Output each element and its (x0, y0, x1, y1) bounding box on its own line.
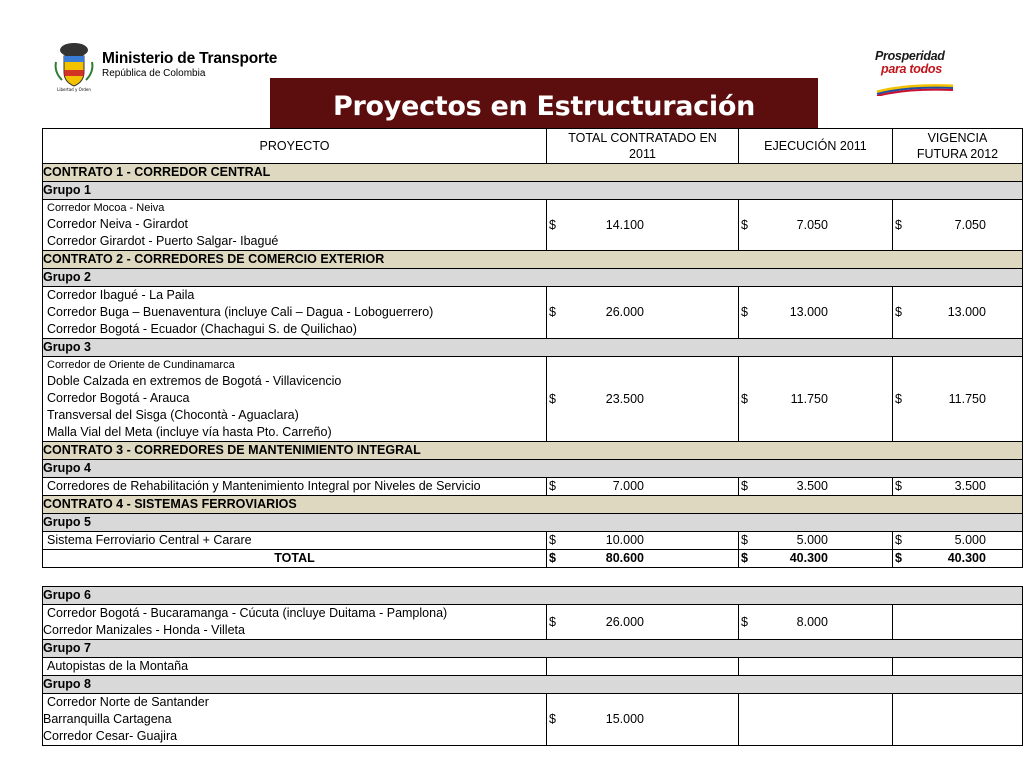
currency-sign: $ (549, 479, 556, 493)
col-vigencia-line2: FUTURA 2012 (916, 147, 999, 161)
ministry-subtitle: República de Colombia (102, 68, 206, 79)
vigencia-cell (892, 605, 1022, 640)
amount: 23.500 (605, 391, 644, 406)
project-cell (43, 658, 547, 676)
currency-sign: $ (894, 533, 902, 547)
total-cell (547, 658, 739, 676)
crest-caption: Libertad y Orden (57, 87, 91, 92)
currency-sign: $ (549, 305, 556, 319)
ejecucion-cell (739, 550, 893, 568)
amount: 8.000 (796, 614, 828, 629)
page-title: Proyectos en Estructuración (270, 78, 818, 128)
group-label: Grupo 2 (43, 269, 1023, 287)
project-name: Malla Vial del Meta (incluye vía hasta Pto. Carreño) (47, 425, 332, 439)
total-cell (547, 287, 739, 339)
total-cell (547, 550, 739, 568)
ejecucion-cell (739, 200, 893, 251)
project-cell (43, 532, 547, 550)
total-cell (547, 605, 739, 640)
group-row (43, 182, 1023, 200)
group-row (43, 676, 1023, 694)
vigencia-cell (892, 532, 1022, 550)
amount: 7.050 (954, 217, 986, 232)
group-label: Grupo 8 (43, 676, 1023, 694)
additional-projects-table (42, 586, 1023, 746)
prosperidad-line2: para todos (881, 62, 942, 76)
project-name: Barranquilla Cartagena (43, 712, 172, 726)
col-vigencia-line1: VIGENCIA (927, 131, 988, 145)
vigencia-cell (892, 694, 1022, 746)
project-name: Corredores de Rehabilitación y Mantenimiento Integral por Niveles de Servicio (47, 479, 481, 493)
project-name: Corredor Norte de Santander (47, 695, 209, 709)
total-row (43, 550, 1023, 568)
vigencia-cell (892, 550, 1022, 568)
amount: 10.000 (605, 533, 644, 547)
project-cell (43, 478, 547, 496)
currency-sign: $ (741, 533, 748, 547)
total-cell (547, 694, 739, 746)
project-cell (43, 605, 547, 640)
contract-label: CONTRATO 3 - CORREDORES DE MANTENIMIENTO INTEGRAL (43, 442, 1023, 460)
table-row (43, 658, 1023, 676)
project-name: Transversal del Sisga (Chocontà - Aguaclara) (47, 408, 299, 422)
project-name: Corredor de Oriente de Cundinamarca (47, 359, 235, 371)
currency-sign: $ (549, 391, 556, 406)
group-row (43, 640, 1023, 658)
group-label: Grupo 6 (43, 587, 1023, 605)
amount: 40.300 (947, 551, 986, 565)
currency-sign: $ (741, 614, 748, 629)
group-label: Grupo 1 (43, 182, 1023, 200)
currency-sign: $ (894, 305, 902, 319)
amount: 26.000 (605, 305, 644, 319)
ejecucion-cell (739, 532, 893, 550)
amount: 14.100 (605, 217, 644, 232)
currency-sign: $ (894, 217, 902, 232)
currency-sign: $ (741, 391, 748, 406)
table-row (43, 532, 1023, 550)
ministry-name: Ministerio de Transporte (102, 50, 278, 67)
total-cell (547, 532, 739, 550)
col-proyecto: PROYECTO (43, 129, 547, 164)
vigencia-cell (892, 200, 1022, 251)
table-row (43, 287, 1023, 339)
projects-table (42, 128, 1023, 568)
group-row (43, 514, 1023, 532)
group-row (43, 269, 1023, 287)
contract-row (43, 251, 1023, 269)
vigencia-cell (892, 658, 1022, 676)
group-label: Grupo 7 (43, 640, 1023, 658)
vigencia-cell (892, 287, 1022, 339)
prosperidad-logo (875, 50, 965, 96)
col-total-line2: 2011 (629, 147, 656, 161)
group-row (43, 587, 1023, 605)
project-name: Corredor Mocoa - Neiva (47, 202, 165, 214)
vigencia-cell (892, 357, 1022, 442)
amount: 11.750 (790, 391, 828, 406)
currency-sign: $ (549, 551, 556, 565)
contract-row (43, 164, 1023, 182)
contract-row (43, 496, 1023, 514)
project-name: Corredor Ibagué - La Paila (47, 288, 195, 302)
col-total-line1: TOTAL CONTRATADO EN (568, 131, 717, 145)
project-name: Sistema Ferroviario Central + Carare (47, 533, 252, 547)
amount: 80.600 (605, 551, 644, 565)
flag-swoosh-icon (875, 78, 955, 96)
currency-sign: $ (741, 305, 748, 319)
ejecucion-cell (739, 694, 893, 746)
ministry-logo (50, 40, 277, 96)
amount: 13.000 (947, 305, 986, 319)
col-total (547, 129, 739, 164)
table-row (43, 357, 1023, 442)
amount: 7.000 (612, 479, 644, 493)
project-name: Corredor Bogotá - Bucaramanga - Cúcuta (incluye Duitama - Pamplona) (47, 606, 448, 620)
group-label: Grupo 5 (43, 514, 1023, 532)
contract-label: CONTRATO 2 - CORREDORES DE COMERCIO EXTERIOR (43, 251, 1023, 269)
currency-sign: $ (894, 391, 902, 406)
group-row (43, 339, 1023, 357)
group-label: Grupo 3 (43, 339, 1023, 357)
project-cell (43, 200, 547, 251)
amount: 3.500 (954, 479, 986, 493)
contract-row (43, 442, 1023, 460)
vigencia-cell (892, 478, 1022, 496)
currency-sign: $ (549, 533, 556, 547)
currency-sign: $ (741, 217, 748, 232)
amount: 26.000 (605, 614, 644, 629)
total-label: TOTAL (43, 550, 547, 568)
contract-label: CONTRATO 1 - CORREDOR CENTRAL (43, 164, 1023, 182)
project-name: Autopistas de la Montaña (47, 659, 189, 673)
project-name: Corredor Neiva - Girardot (47, 217, 189, 231)
colombia-crest-icon (50, 40, 98, 92)
contract-label: CONTRATO 4 - SISTEMAS FERROVIARIOS (43, 496, 1023, 514)
project-name: Corredor Manizales - Honda - Villeta (43, 623, 245, 637)
project-name: Corredor Bogotá - Arauca (47, 391, 190, 405)
col-vigencia (892, 129, 1022, 164)
ejecucion-cell (739, 357, 893, 442)
currency-sign: $ (894, 551, 902, 565)
project-cell (43, 287, 547, 339)
amount: 5.000 (954, 533, 986, 547)
col-ejecucion: EJECUCIÓN 2011 (739, 129, 893, 164)
project-name: Corredor Bogotá - Ecuador (Chachagui S. de Quilichao) (47, 322, 357, 336)
total-cell (547, 200, 739, 251)
table-header-row (43, 129, 1023, 164)
group-row (43, 460, 1023, 478)
currency-sign: $ (549, 217, 556, 232)
project-name: Corredor Girardot - Puerto Salgar- Ibagué (47, 234, 279, 248)
currency-sign: $ (894, 479, 902, 493)
amount: 13.000 (789, 305, 828, 319)
amount: 11.750 (948, 391, 986, 406)
currency-sign: $ (741, 479, 748, 493)
amount: 3.500 (796, 479, 828, 493)
project-name: Corredor Cesar- Guajira (43, 729, 178, 743)
amount: 15.000 (605, 712, 644, 726)
prosperidad-line1: Prosperidad (875, 49, 945, 63)
table-row (43, 478, 1023, 496)
table-row (43, 200, 1023, 251)
project-cell (43, 694, 547, 746)
project-cell (43, 357, 547, 442)
project-name: Doble Calzada en extremos de Bogotá - Villavicencio (47, 374, 342, 388)
group-label: Grupo 4 (43, 460, 1023, 478)
ejecucion-cell (739, 287, 893, 339)
ejecucion-cell (739, 478, 893, 496)
currency-sign: $ (741, 551, 748, 565)
total-cell (547, 357, 739, 442)
amount: 5.000 (796, 533, 828, 547)
currency-sign: $ (549, 712, 556, 726)
amount: 40.300 (789, 551, 828, 565)
ejecucion-cell (739, 658, 893, 676)
total-cell (547, 478, 739, 496)
currency-sign: $ (549, 614, 556, 629)
table-row (43, 694, 1023, 746)
table-row (43, 605, 1023, 640)
ejecucion-cell (739, 605, 893, 640)
project-name: Corredor Buga – Buenaventura (incluye Cali – Dagua - Loboguerrero) (47, 305, 434, 319)
amount: 7.050 (796, 217, 828, 232)
